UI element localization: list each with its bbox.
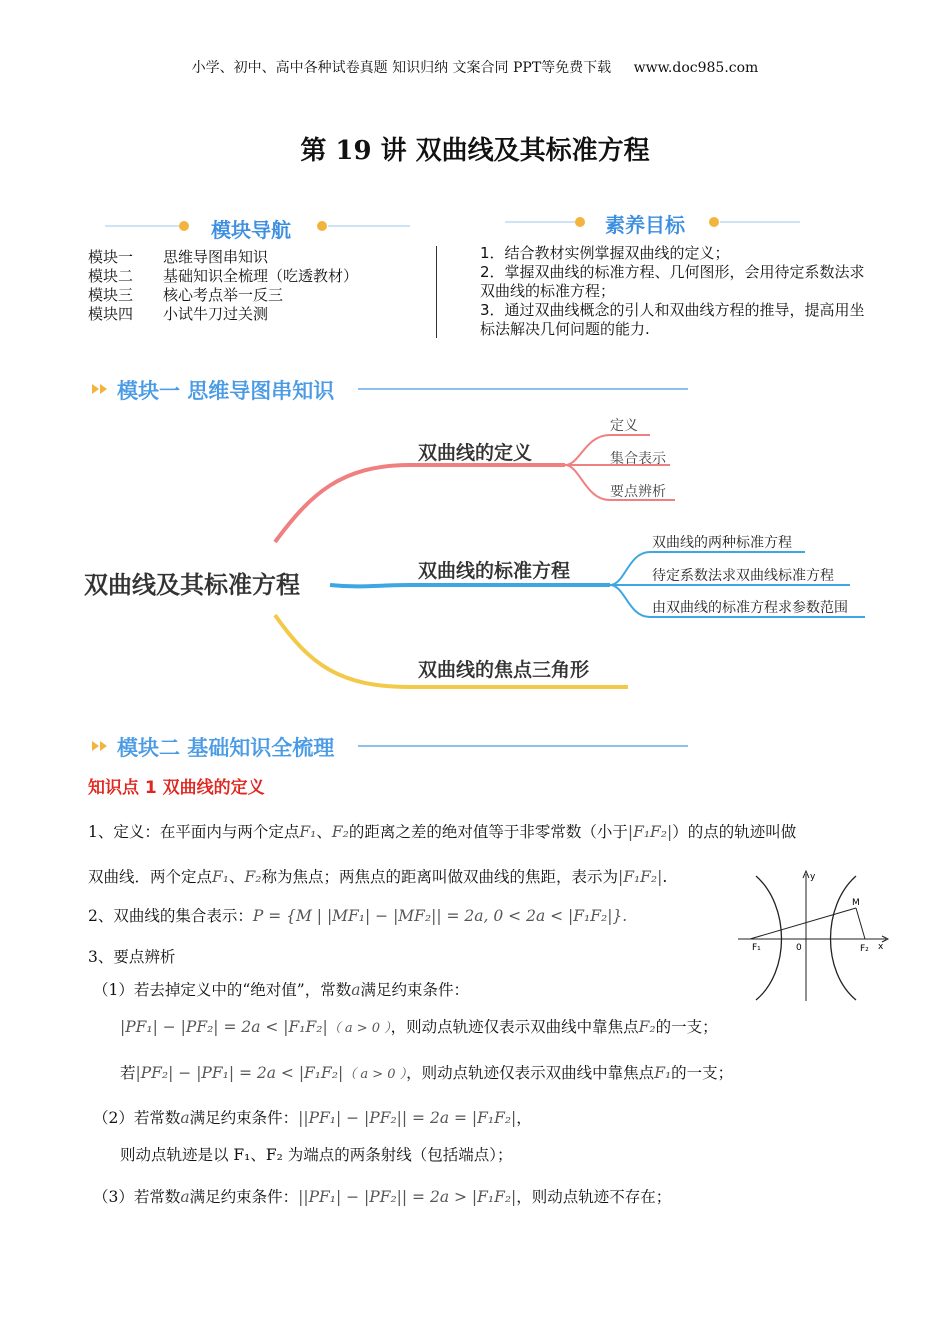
- point-3: （3）若常数a满足约束条件：||PF₁| − |PF₂|| = 2a > |F₁F₂|，则动点轨迹不存在；: [93, 1188, 672, 1206]
- goal-item: 2．掌握双曲线的标准方程、几何图形，会用待定系数法求双曲线的标准方程；: [480, 263, 865, 300]
- page-title: 第 19 讲 双曲线及其标准方程: [300, 136, 650, 166]
- mindmap-leaf: 双曲线的两种标准方程: [652, 535, 792, 551]
- knowledge-point-title: 知识点 1 双曲线的定义: [88, 778, 265, 798]
- hyperbola-figure: [738, 866, 893, 1006]
- definition-line-2: 双曲线．两个定点F₁、F₂称为焦点；两焦点的距离叫做双曲线的焦距，表示为|F₁F₂|.: [88, 868, 668, 886]
- nav-item: 模块二 基础知识全梳理（吃透教材）: [88, 267, 359, 285]
- mindmap-leaf: 定义: [610, 418, 638, 434]
- nav-heading: 模块导航: [211, 218, 291, 242]
- mindmap-root: 双曲线及其标准方程: [84, 571, 300, 599]
- point-1a: |PF₁| − |PF₂| = 2a < |F₁F₂|（ a > 0 ），则动点轨迹仅表示双曲线中靠焦点F₂的一支；: [120, 1018, 718, 1036]
- point-2: （2）若常数a满足约束条件：||PF₁| − |PF₂|| = 2a = |F₁F₂|，: [93, 1109, 532, 1127]
- point-2-result: 则动点轨迹是以 F₁、F₂ 为端点的两条射线（包括端点）；: [120, 1146, 513, 1164]
- mindmap-branch-equation: 双曲线的标准方程: [418, 560, 571, 582]
- nav-item: 模块三 核心考点举一反三: [88, 286, 284, 304]
- definition-line-1: 1、定义：在平面内与两个定点F₁、F₂的距离之差的绝对值等于非零常数（小于|F₁F₂|）的点的轨迹叫做: [88, 823, 797, 841]
- set-representation: 2、双曲线的集合表示：P = {M | |MF₁| − |MF₂|| = 2a, 0 < 2a < |F₁F₂|}.: [88, 907, 628, 925]
- module2-heading: 模块二 基础知识全梳理: [117, 736, 335, 760]
- focus-f1-label: F₁: [752, 943, 761, 953]
- nav-item: 模块四 小试牛刀过关测: [88, 305, 269, 323]
- module1-heading: 模块一 思维导图串知识: [117, 379, 335, 403]
- goals-heading: 素养目标: [605, 213, 685, 237]
- nav-item: 模块一 思维导图串知识: [88, 248, 269, 266]
- point-1b: 若|PF₂| − |PF₁| = 2a < |F₁F₂|（ a > 0 ），则动点轨迹仅表示双曲线中靠焦点F₁的一支；: [120, 1064, 734, 1082]
- goals-list: [480, 244, 870, 339]
- y-axis-label: y: [810, 872, 816, 882]
- goal-item: 1．结合教材实例掌握双曲线的定义；: [480, 244, 730, 262]
- mindmap-leaf: 要点辨析: [610, 484, 666, 500]
- points-label: 3、要点辨析: [88, 948, 176, 966]
- divider: [436, 246, 437, 338]
- goal-item: 3．通过双曲线概念的引人和双曲线方程的推导，提高用坐标法解决几何问题的能力.: [480, 301, 865, 338]
- mindmap-leaf: 由双曲线的标准方程求参数范围: [652, 600, 848, 616]
- page-header: 小学、初中、高中各种试卷真题 知识归纳 文案合同 PPT等免费下载 www.doc985.com: [191, 60, 759, 76]
- mindmap-leaf: 待定系数法求双曲线标准方程: [652, 568, 834, 584]
- mindmap-leaf: 集合表示: [610, 451, 666, 467]
- mindmap-branch-definition: 双曲线的定义: [418, 442, 533, 464]
- mindmap-branch-focal-triangle: 双曲线的焦点三角形: [418, 659, 590, 681]
- x-axis-label: x: [878, 942, 884, 952]
- point-m-label: M: [852, 898, 860, 908]
- focus-f2-label: F₂: [860, 944, 869, 954]
- point-1-label: （1）若去掉定义中的“绝对值”，常数a满足约束条件：: [93, 981, 469, 999]
- module-nav-list: [88, 248, 358, 324]
- origin-label: 0: [796, 943, 802, 953]
